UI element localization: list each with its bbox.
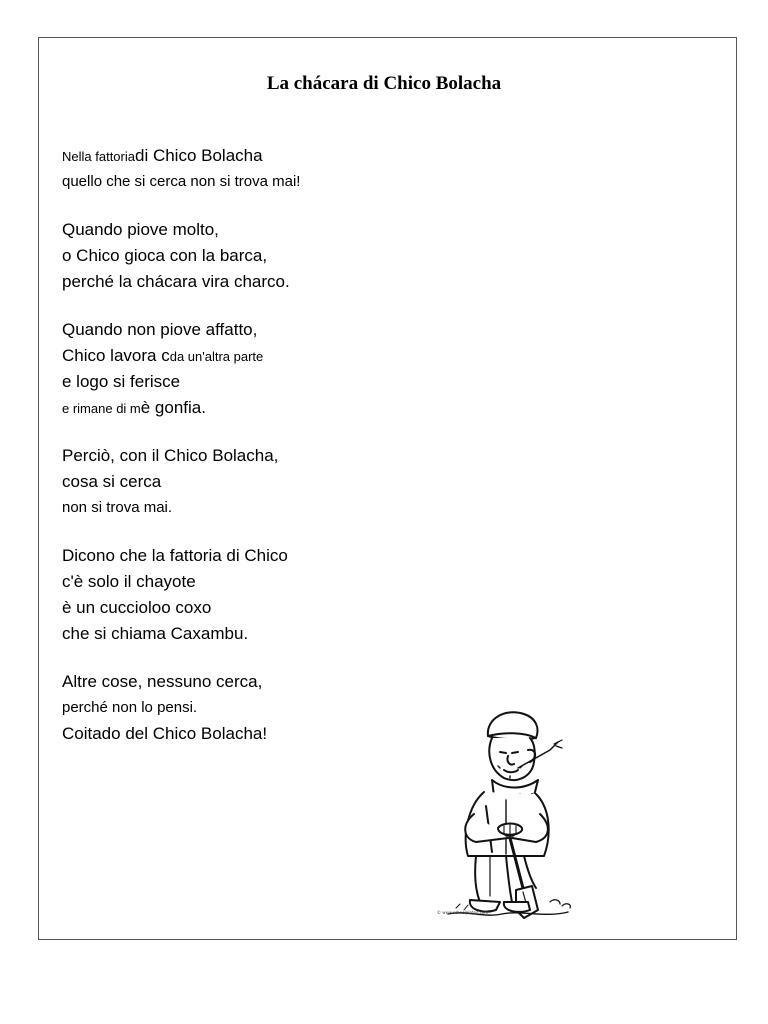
poem-stanza [62,669,482,747]
poem-line [62,317,482,343]
poem-text: Dicono che la fattoria di Chico [62,546,288,565]
poem-text: o Chico gioca con la barca, [62,246,268,265]
poem-line [62,269,482,295]
poem-line [62,669,482,695]
poem-text: e logo si ferisce [62,372,181,391]
poem-text: che si chiama Caxambu. [62,624,249,643]
poem-line [62,217,482,243]
poem-text: quello che si cerca non si trova mai! [62,173,301,190]
poem-line [62,695,482,721]
poem-line [62,343,482,369]
poem-text: perché non lo pensi. [62,699,198,716]
poem-line [62,369,482,395]
poem-line [62,595,482,621]
poem-text: da un'altra parte [169,349,264,364]
poem-text: Perciò, con il Chico Bolacha, [62,446,279,465]
poem-text: e rimane di m [62,401,141,416]
poem-stanza [62,443,482,521]
poem-stanza [62,143,482,195]
poem-text: Quando non piove affatto, [62,320,258,339]
poem-line [62,621,482,647]
poem-line [62,721,482,747]
poem-text: di Chico Bolacha [134,146,263,165]
poem-stanza [62,317,482,421]
poem-body [62,143,482,769]
poem-text: Quando piove molto, [62,220,219,239]
poem-stanza [62,217,482,295]
poem-line [62,143,482,169]
poem-line [62,169,482,195]
poem-text: Altre cose, nessuno cerca, [62,672,263,691]
poem-line [62,243,482,269]
poem-text: è gonfia. [140,398,206,417]
poem-text: c'è solo il chayote [62,572,196,591]
illustration-credit: © www.schoolplaten.com [437,910,489,915]
poem-text: Chico lavora c [62,346,170,365]
poem-title: La chácara di Chico Bolacha [266,73,502,94]
poem-line [62,443,482,469]
poem-text: perché la chácara vira charco. [62,272,290,291]
poem-line [62,395,482,421]
poem-line [62,543,482,569]
farmer-with-shovel-illustration [428,696,596,926]
poem-line [62,495,482,521]
poem-text: Coitado del Chico Bolacha! [62,724,268,743]
poem-text: Nella fattoria [62,149,135,164]
poem-text: non si trova mai. [62,499,173,516]
poem-text: cosa si cerca [62,472,162,491]
poem-text: è un cuccioloo coxo [62,598,212,617]
poem-stanza [62,543,482,647]
poem-line [62,569,482,595]
poem-line [62,469,482,495]
